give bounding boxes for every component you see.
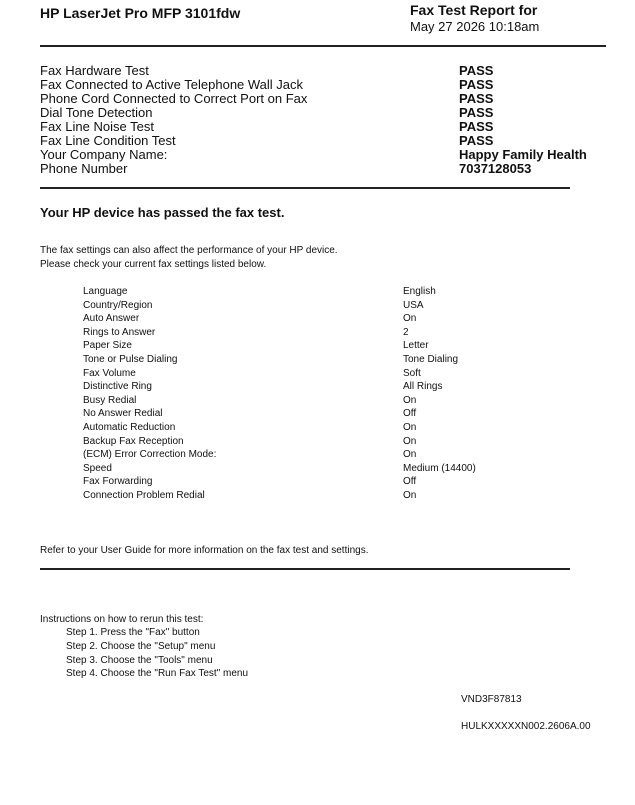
setting-value: 2	[403, 326, 409, 338]
instruction-step: Step 4. Choose the "Run Fax Test" menu	[66, 668, 249, 679]
test-name: Phone Number	[40, 161, 128, 176]
test-row	[40, 134, 600, 148]
setting-name: Rings to Answer	[83, 326, 156, 338]
pass-summary: Your HP device has passed the fax test.	[40, 205, 285, 220]
setting-name: Distinctive Ring	[83, 381, 152, 393]
test-row	[40, 78, 600, 92]
test-name: Fax Connected to Active Telephone Wall Jack	[40, 77, 304, 92]
instruction-step: Step 2. Choose the "Setup" menu	[66, 641, 216, 652]
test-name: Fax Hardware Test	[40, 63, 149, 78]
setting-row	[83, 462, 523, 476]
footer-divider	[40, 568, 570, 570]
setting-row	[83, 339, 523, 353]
test-result: Happy Family Health	[459, 147, 587, 162]
setting-value: On	[403, 421, 417, 433]
test-result: PASS	[459, 77, 494, 92]
setting-row	[83, 353, 523, 367]
setting-value: Letter	[403, 340, 429, 352]
setting-name: Fax Forwarding	[83, 476, 153, 488]
setting-name: No Answer Redial	[83, 408, 163, 420]
report-title: Fax Test Report for	[410, 2, 538, 18]
setting-name: Fax Volume	[83, 367, 136, 379]
test-row	[40, 106, 600, 120]
device-name: HP LaserJet Pro MFP 3101fdw	[40, 5, 241, 21]
test-name: Dial Tone Detection	[40, 105, 153, 120]
setting-value: Off	[403, 408, 417, 420]
results-divider	[40, 187, 570, 189]
test-row	[40, 148, 600, 162]
test-name: Phone Cord Connected to Correct Port on Fax	[40, 91, 308, 106]
test-results-list	[40, 64, 600, 176]
setting-row	[83, 326, 523, 340]
setting-row	[83, 312, 523, 326]
setting-row	[83, 475, 523, 489]
setting-value: Medium (14400)	[403, 462, 476, 474]
setting-row	[83, 448, 523, 462]
setting-value: All Rings	[403, 381, 443, 393]
setting-value: On	[403, 313, 417, 325]
setting-name: Busy Redial	[83, 394, 137, 406]
test-result: PASS	[459, 91, 494, 106]
refer-note: Refer to your User Guide for more information on the fax test and settings.	[40, 545, 369, 556]
setting-value: USA	[403, 299, 424, 311]
setting-row	[83, 299, 523, 313]
test-name: Fax Line Condition Test	[40, 133, 176, 148]
setting-row	[83, 380, 523, 394]
test-row	[40, 162, 600, 176]
setting-row	[83, 367, 523, 381]
test-name: Your Company Name:	[40, 147, 168, 162]
setting-value: On	[403, 435, 417, 447]
firmware-code: HULKXXXXXN002.2606A.00	[461, 721, 591, 732]
setting-value: On	[403, 489, 417, 501]
test-row	[40, 120, 600, 134]
test-result: PASS	[459, 133, 494, 148]
setting-value: Tone Dialing	[403, 353, 459, 365]
test-result: PASS	[459, 105, 494, 120]
setting-name: Country/Region	[83, 299, 153, 311]
setting-row	[83, 394, 523, 408]
test-result: PASS	[459, 119, 494, 134]
setting-row	[83, 407, 523, 421]
setting-row	[83, 435, 523, 449]
setting-row	[83, 421, 523, 435]
setting-value: Soft	[403, 367, 421, 379]
setting-name: Automatic Reduction	[83, 421, 176, 433]
test-row	[40, 92, 600, 106]
instructions-title: Instructions on how to rerun this test:	[40, 614, 204, 625]
setting-row	[83, 489, 523, 503]
setting-name: Connection Problem Redial	[83, 489, 205, 501]
vendor-code: VND3F87813	[461, 694, 522, 705]
fax-settings-list	[83, 285, 523, 503]
setting-name: Backup Fax Reception	[83, 435, 184, 447]
setting-name: Paper Size	[83, 340, 132, 352]
setting-name: (ECM) Error Correction Mode:	[83, 449, 217, 461]
setting-value: On	[403, 394, 417, 406]
setting-name: Language	[83, 286, 128, 297]
report-datetime: May 27 2026 10:18am	[410, 19, 540, 34]
intro-line-1: The fax settings can also affect the performance of your HP device.	[40, 245, 338, 256]
test-result: PASS	[459, 63, 494, 78]
setting-row	[83, 285, 523, 299]
instruction-step: Step 3. Choose the "Tools" menu	[66, 655, 213, 666]
header-divider	[40, 45, 606, 47]
test-name: Fax Line Noise Test	[40, 119, 154, 134]
setting-value: Off	[403, 476, 417, 488]
intro-line-2: Please check your current fax settings listed below.	[40, 259, 267, 270]
setting-value: On	[403, 449, 417, 461]
setting-name: Tone or Pulse Dialing	[83, 353, 178, 365]
setting-value: English	[403, 286, 436, 297]
test-result: 7037128053	[459, 161, 532, 176]
test-row	[40, 64, 600, 78]
setting-name: Speed	[83, 462, 112, 474]
setting-name: Auto Answer	[83, 313, 140, 325]
instruction-step: Step 1. Press the "Fax" button	[66, 627, 200, 638]
